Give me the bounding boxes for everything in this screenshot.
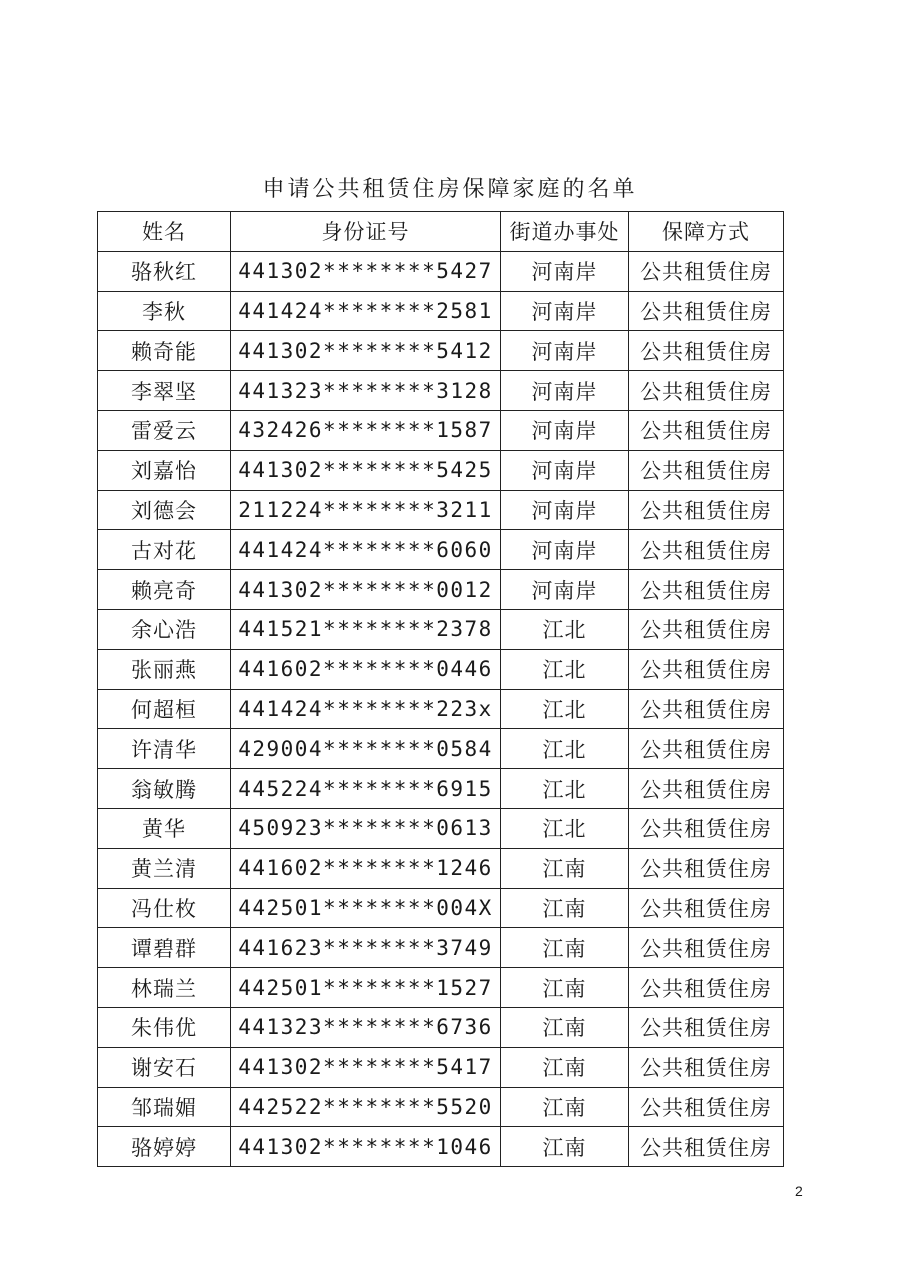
- cell-housing-method: 公共租赁住房: [629, 450, 784, 490]
- cell-housing-method: 公共租赁住房: [629, 371, 784, 411]
- cell-street-office: 河南岸: [501, 530, 629, 570]
- table-row: [98, 410, 784, 450]
- column-header-id: 身份证号: [231, 212, 501, 252]
- cell-id-number: 441521********2378: [231, 609, 501, 649]
- cell-street-office: 河南岸: [501, 490, 629, 530]
- cell-street-office: 江南: [501, 1047, 629, 1087]
- cell-name: 黄华: [98, 808, 231, 848]
- table-row: [98, 530, 784, 570]
- cell-housing-method: 公共租赁住房: [629, 729, 784, 769]
- cell-name: 赖奇能: [98, 331, 231, 371]
- cell-street-office: 江南: [501, 928, 629, 968]
- cell-name: 许清华: [98, 729, 231, 769]
- cell-housing-method: 公共租赁住房: [629, 570, 784, 610]
- cell-housing-method: 公共租赁住房: [629, 769, 784, 809]
- cell-housing-method: 公共租赁住房: [629, 928, 784, 968]
- cell-housing-method: 公共租赁住房: [629, 331, 784, 371]
- cell-name: 余心浩: [98, 609, 231, 649]
- cell-housing-method: 公共租赁住房: [629, 251, 784, 291]
- cell-id-number: 441302********5425: [231, 450, 501, 490]
- table-row: [98, 609, 784, 649]
- cell-street-office: 江北: [501, 729, 629, 769]
- cell-id-number: 441424********6060: [231, 530, 501, 570]
- cell-street-office: 江南: [501, 888, 629, 928]
- cell-name: 林瑞兰: [98, 968, 231, 1008]
- cell-housing-method: 公共租赁住房: [629, 968, 784, 1008]
- cell-id-number: 441302********5412: [231, 331, 501, 371]
- cell-housing-method: 公共租赁住房: [629, 291, 784, 331]
- cell-name: 骆婷婷: [98, 1127, 231, 1167]
- cell-housing-method: 公共租赁住房: [629, 609, 784, 649]
- cell-name: 黄兰清: [98, 848, 231, 888]
- cell-street-office: 江南: [501, 1127, 629, 1167]
- cell-id-number: 441424********223x: [231, 689, 501, 729]
- table-row: [98, 1087, 784, 1127]
- column-header-name: 姓名: [98, 212, 231, 252]
- table-row: [98, 769, 784, 809]
- table-row: [98, 1047, 784, 1087]
- table-row: [98, 928, 784, 968]
- table-row: [98, 1127, 784, 1167]
- table-row: [98, 371, 784, 411]
- cell-housing-method: 公共租赁住房: [629, 410, 784, 450]
- cell-id-number: 429004********0584: [231, 729, 501, 769]
- column-header-street: 街道办事处: [501, 212, 629, 252]
- page-title: 申请公共租赁住房保障家庭的名单: [262, 177, 638, 202]
- cell-street-office: 江北: [501, 769, 629, 809]
- cell-street-office: 河南岸: [501, 570, 629, 610]
- cell-name: 谭碧群: [98, 928, 231, 968]
- table-row: [98, 251, 784, 291]
- table-row: [98, 649, 784, 689]
- cell-street-office: 江南: [501, 968, 629, 1008]
- table-row: [98, 450, 784, 490]
- cell-name: 骆秋红: [98, 251, 231, 291]
- table-row: [98, 291, 784, 331]
- cell-id-number: 441602********0446: [231, 649, 501, 689]
- cell-housing-method: 公共租赁住房: [629, 1087, 784, 1127]
- cell-name: 古对花: [98, 530, 231, 570]
- page-number: 2: [795, 1183, 803, 1199]
- table-body: [98, 251, 784, 1166]
- cell-street-office: 河南岸: [501, 291, 629, 331]
- cell-name: 雷爱云: [98, 410, 231, 450]
- cell-id-number: 441302********1046: [231, 1127, 501, 1167]
- cell-id-number: 441302********0012: [231, 570, 501, 610]
- cell-street-office: 江北: [501, 609, 629, 649]
- cell-name: 朱伟优: [98, 1007, 231, 1047]
- cell-street-office: 河南岸: [501, 251, 629, 291]
- cell-street-office: 江北: [501, 689, 629, 729]
- cell-housing-method: 公共租赁住房: [629, 1007, 784, 1047]
- cell-id-number: 441323********6736: [231, 1007, 501, 1047]
- cell-name: 张丽燕: [98, 649, 231, 689]
- cell-name: 翁敏腾: [98, 769, 231, 809]
- cell-id-number: 441302********5417: [231, 1047, 501, 1087]
- cell-street-office: 河南岸: [501, 410, 629, 450]
- cell-name: 何超桓: [98, 689, 231, 729]
- cell-id-number: 441302********5427: [231, 251, 501, 291]
- cell-name: 刘嘉怡: [98, 450, 231, 490]
- cell-housing-method: 公共租赁住房: [629, 649, 784, 689]
- cell-street-office: 江北: [501, 649, 629, 689]
- cell-name: 李翠坚: [98, 371, 231, 411]
- cell-name: 刘德会: [98, 490, 231, 530]
- cell-housing-method: 公共租赁住房: [629, 888, 784, 928]
- cell-housing-method: 公共租赁住房: [629, 848, 784, 888]
- cell-name: 邹瑞媚: [98, 1087, 231, 1127]
- cell-street-office: 江南: [501, 848, 629, 888]
- cell-id-number: 442501********1527: [231, 968, 501, 1008]
- cell-id-number: 445224********6915: [231, 769, 501, 809]
- cell-name: 赖亮奇: [98, 570, 231, 610]
- cell-id-number: 442501********004X: [231, 888, 501, 928]
- cell-id-number: 441323********3128: [231, 371, 501, 411]
- table-row: [98, 968, 784, 1008]
- cell-street-office: 河南岸: [501, 450, 629, 490]
- cell-street-office: 河南岸: [501, 331, 629, 371]
- cell-street-office: 江北: [501, 808, 629, 848]
- table-row: [98, 331, 784, 371]
- table-header-row: [98, 212, 784, 252]
- cell-name: 谢安石: [98, 1047, 231, 1087]
- applicant-table: [97, 211, 784, 1167]
- cell-street-office: 江南: [501, 1087, 629, 1127]
- cell-housing-method: 公共租赁住房: [629, 808, 784, 848]
- cell-id-number: 441623********3749: [231, 928, 501, 968]
- cell-street-office: 江南: [501, 1007, 629, 1047]
- table-row: [98, 888, 784, 928]
- table-row: [98, 729, 784, 769]
- cell-housing-method: 公共租赁住房: [629, 1127, 784, 1167]
- column-header-method: 保障方式: [629, 212, 784, 252]
- cell-housing-method: 公共租赁住房: [629, 689, 784, 729]
- table-row: [98, 490, 784, 530]
- table-row: [98, 689, 784, 729]
- cell-id-number: 211224********3211: [231, 490, 501, 530]
- cell-housing-method: 公共租赁住房: [629, 1047, 784, 1087]
- cell-name: 李秋: [98, 291, 231, 331]
- cell-id-number: 441602********1246: [231, 848, 501, 888]
- table-row: [98, 1007, 784, 1047]
- cell-name: 冯仕枚: [98, 888, 231, 928]
- cell-street-office: 河南岸: [501, 371, 629, 411]
- cell-id-number: 442522********5520: [231, 1087, 501, 1127]
- table-row: [98, 570, 784, 610]
- cell-id-number: 432426********1587: [231, 410, 501, 450]
- table-row: [98, 848, 784, 888]
- table-row: [98, 808, 784, 848]
- cell-id-number: 441424********2581: [231, 291, 501, 331]
- cell-id-number: 450923********0613: [231, 808, 501, 848]
- cell-housing-method: 公共租赁住房: [629, 530, 784, 570]
- cell-housing-method: 公共租赁住房: [629, 490, 784, 530]
